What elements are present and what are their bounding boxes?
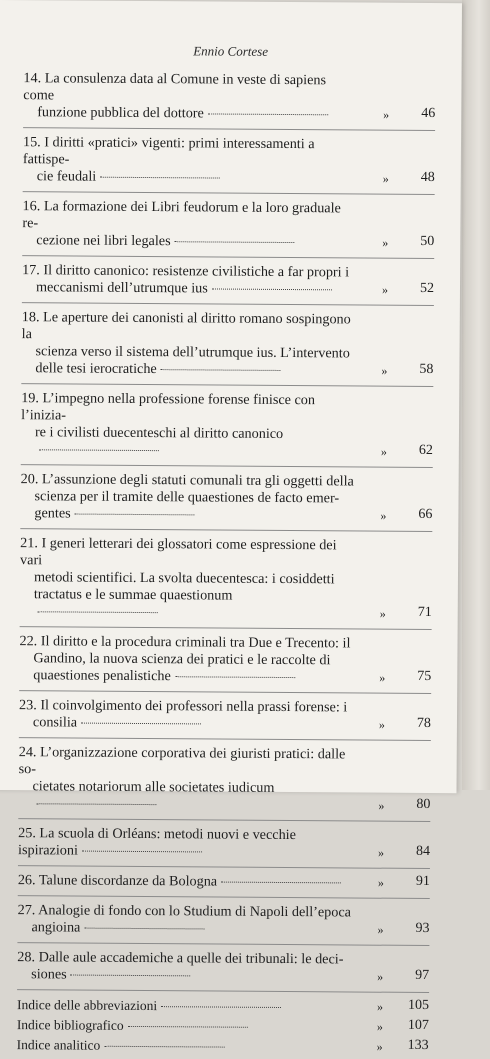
toc-entry-line: meccanismi dell’utrumque ius: [22, 279, 356, 298]
dot-leader: [161, 1005, 281, 1008]
page-number: 78: [416, 715, 432, 732]
page-number: 52: [419, 280, 435, 297]
entry-divider: [20, 626, 432, 630]
page-number: 107: [407, 1017, 429, 1034]
toc-entry-line: 23. Il coinvolgimento dei professori nella prassi forense: i: [19, 697, 348, 716]
toc-entry-line: 28. Dalle aule accademiche a quelle dei tribunali: le deci-: [17, 949, 344, 968]
toc-entry: [23, 70, 435, 124]
toc-entry-line: scienza per il tramite delle quaestiones de facto emer-: [34, 488, 340, 507]
page-number: 75: [417, 668, 432, 685]
entry-divider: [23, 191, 435, 195]
toc-entry-line: funzione pubblica del dottore: [23, 104, 357, 123]
ditto-mark: »: [378, 798, 385, 813]
ditto-mark: »: [382, 235, 389, 250]
entry-divider: [22, 302, 434, 306]
entry-divider: [18, 895, 430, 899]
toc-entry-line: Indice delle abbreviazioni: [17, 996, 351, 1015]
page-number: 97: [415, 967, 430, 984]
entry-divider: [18, 865, 430, 869]
toc-entry-line: Indice bibliografico: [17, 1016, 351, 1035]
dot-leader: [221, 881, 341, 884]
entry-divider: [18, 818, 430, 822]
entry-divider: [23, 127, 435, 131]
toc-entry: [21, 309, 433, 380]
dot-leader: [161, 368, 281, 371]
toc-entry-line: cie feudali: [23, 168, 357, 187]
page-number: 71: [417, 604, 432, 621]
entry-divider: [21, 464, 433, 468]
toc-entry-line: cezione nei libri legales: [22, 232, 356, 251]
ditto-mark: »: [376, 1019, 383, 1034]
toc-entry-line: 22. Il diritto e la procedura criminali tra Due e Trecento: il: [19, 633, 351, 652]
toc-entry-line: scienza verso il sistema dell’utrumque ius. L’intervento: [35, 343, 350, 362]
toc-entry-line: Indice analitico: [17, 1036, 351, 1055]
page-number: 48: [420, 169, 435, 186]
ditto-mark: »: [378, 845, 385, 860]
toc-entry-line: 21. I generi letterari dei glossatori come espressione dei vari: [20, 535, 337, 569]
toc-entry-line: cietates notariorum alle societates iudicum: [18, 778, 352, 814]
toc-entry-line: 17. Il diritto canonico: resistenze civilistiche a far propri i: [22, 262, 350, 281]
dot-leader: [38, 610, 158, 613]
ditto-mark: »: [376, 1039, 383, 1054]
toc-entry: [20, 471, 432, 525]
page-number: 133: [407, 1037, 429, 1054]
entry-divider: [20, 528, 432, 532]
ditto-mark: »: [381, 363, 388, 378]
entry-divider: [22, 255, 434, 259]
running-header: Ennio Cortese: [193, 43, 269, 59]
dot-leader: [36, 802, 156, 805]
dot-leader: [82, 850, 202, 853]
toc-entry-line: 16. La formazione dei Libri feudorum e la loro graduale re-: [22, 198, 341, 232]
toc-entry: [17, 949, 429, 986]
toc-entry: [22, 198, 434, 252]
toc-entry: [18, 744, 430, 815]
ditto-mark: »: [379, 606, 386, 621]
toc-entry-line: angioina: [17, 919, 351, 938]
dot-leader: [175, 240, 295, 243]
ditto-mark: »: [379, 670, 386, 685]
toc-entry: [17, 902, 429, 939]
dot-leader: [84, 927, 204, 930]
dot-leader: [175, 675, 295, 678]
page-number: 84: [416, 843, 431, 860]
toc-entry-line: quaestiones penalistiche: [19, 667, 353, 686]
toc-entry: [23, 134, 435, 188]
toc-entry: [20, 535, 433, 623]
toc-entry: [22, 262, 434, 299]
toc-entry: [18, 872, 430, 892]
dot-leader: [81, 722, 201, 725]
dot-leader: [100, 176, 220, 179]
toc-entry-line: 18. Le aperture dei canonisti al diritto romano sospingono la: [21, 309, 351, 343]
toc-entry-line: 14. La consulenza data al Comune in veste di sapiens come: [23, 70, 327, 104]
page-number: 91: [415, 873, 430, 890]
toc-entry-line: 26. Talune discordanze da Bologna: [18, 872, 352, 891]
page-number: 58: [419, 361, 434, 378]
toc-entry: [21, 390, 433, 461]
ditto-mark: »: [377, 922, 384, 937]
page-number: 66: [418, 506, 433, 523]
page-number: 50: [420, 233, 435, 250]
entry-divider: [19, 690, 431, 694]
entry-divider: [17, 942, 429, 946]
page-number: 46: [421, 105, 436, 122]
page-number: 93: [415, 920, 430, 937]
table-of-contents: [17, 70, 436, 1059]
entry-divider: [19, 737, 431, 741]
dot-leader: [39, 448, 159, 451]
dot-leader: [208, 112, 328, 115]
dot-leader: [75, 513, 195, 516]
dot-leader: [104, 1045, 224, 1048]
entry-divider: [21, 383, 433, 387]
ditto-mark: »: [381, 282, 389, 297]
toc-entry-line: 19. L’impegno nella professione forense finisce con l’inizia-: [21, 390, 316, 424]
toc-entry-line: 20. L’assunzione degli statuti comunali tra gli oggetti della: [20, 471, 354, 490]
toc-entry-line: gentes: [20, 505, 354, 524]
dot-leader: [128, 1025, 248, 1028]
ditto-mark: »: [380, 444, 387, 459]
book-page-edge: [462, 0, 490, 790]
ditto-mark: »: [383, 107, 390, 122]
dot-leader: [212, 287, 332, 290]
toc-entry-line: metodi scientifici. La svolta duecentesca: i cosiddetti: [33, 569, 335, 588]
toc-entry-line: tractatus e le summae quaestionum: [20, 586, 354, 622]
toc-entry-line: 25. La scuola di Orléans: metodi nuovi e vecchie ispirazioni: [18, 825, 296, 859]
toc-entry-line: siones: [17, 966, 351, 985]
page-number: 80: [416, 796, 431, 813]
ditto-mark: »: [382, 171, 389, 186]
toc-entry: [17, 1036, 429, 1056]
ditto-mark: »: [377, 969, 384, 984]
page-number: 105: [407, 997, 430, 1014]
ditto-mark: »: [376, 999, 384, 1014]
dot-leader: [71, 974, 191, 977]
toc-entry: [18, 825, 430, 862]
toc-entry-line: Gandino, la nuova scienza dei pratici e le raccolte di: [33, 650, 331, 669]
toc-entry: [17, 996, 429, 1016]
toc-entry-line: 24. L’organizzazione corporativa dei giuristi pratici: dalle so-: [18, 744, 346, 778]
toc-entry: [19, 697, 431, 734]
ditto-mark: »: [377, 875, 384, 890]
ditto-mark: »: [380, 508, 387, 523]
ditto-mark: »: [378, 717, 385, 732]
page-number: 62: [418, 442, 433, 459]
entry-divider: [17, 989, 429, 993]
index-list: [17, 996, 429, 1056]
toc-entry: [17, 1016, 429, 1036]
toc-entry-line: delle tesi ierocratiche: [21, 360, 355, 379]
toc-entry: [19, 633, 431, 687]
toc-entry-line: consilia: [19, 714, 353, 733]
toc-entry-line: 27. Analogie di fondo con lo Studium di Napoli dell’epoca: [17, 902, 352, 921]
toc-entry-line: 15. I diritti «pratici» vigenti: primi interessamenti a fattispe-: [22, 134, 315, 168]
toc-entry-line: re i civilisti duecenteschi al diritto canonico: [21, 424, 355, 460]
